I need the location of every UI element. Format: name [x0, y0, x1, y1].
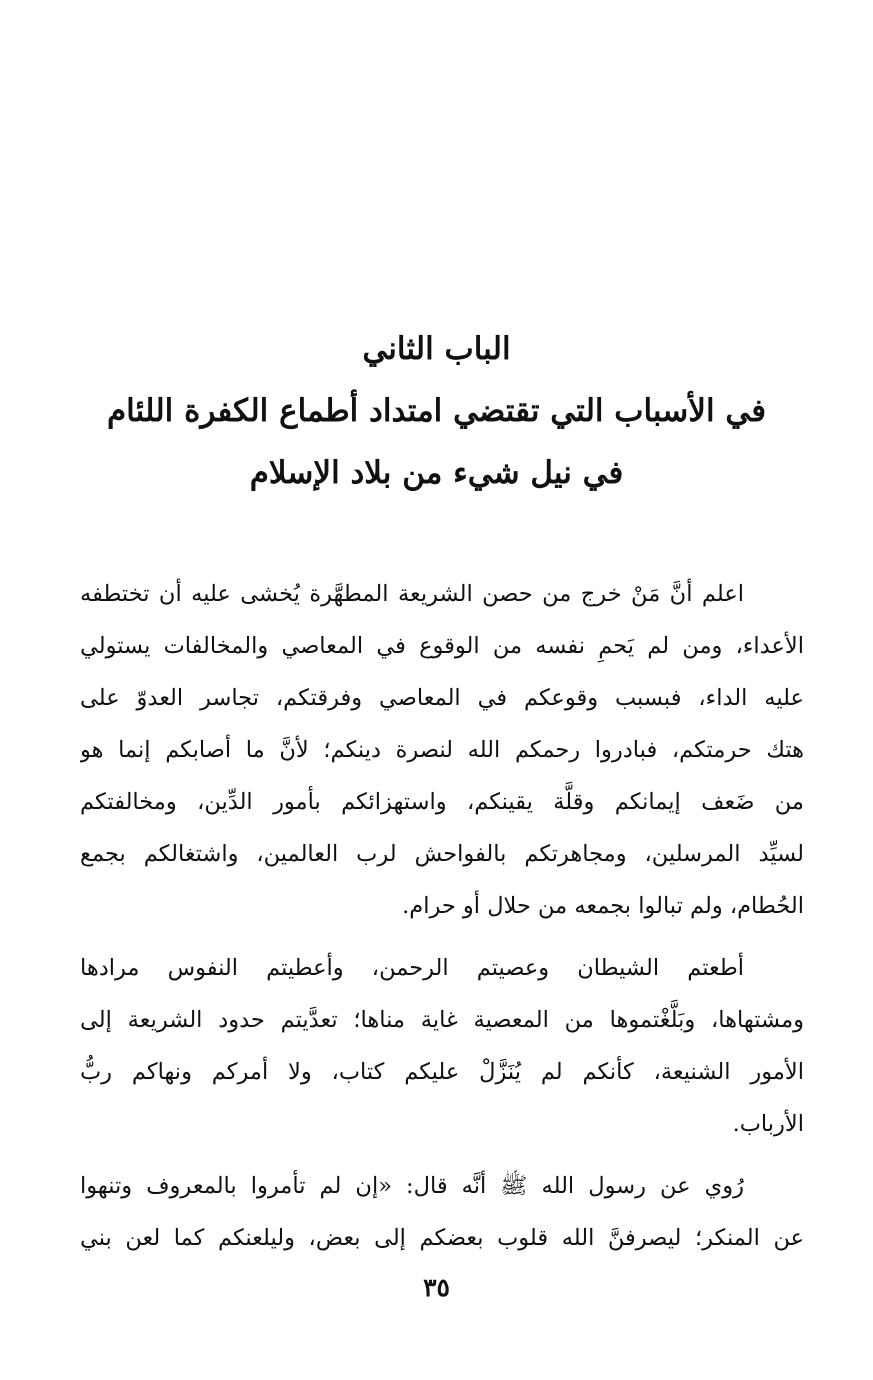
- page-number: ٣٥: [423, 1273, 450, 1302]
- text-line: الأعداء، ومن لم يَحمِ نفسه من الوقوع في المعاصي والمخالفات يستولي: [80, 633, 804, 659]
- body-text: [80, 568, 804, 1264]
- text-line: أطعتم الشيطان وعصيتم الرحمن، وأعطيتم النفوس مرادها: [80, 955, 744, 981]
- paragraph-1: [80, 568, 804, 932]
- text-line: ومشتهاها، وبَلَّغْتموها من المعصية غاية مناها؛ تعدَّيتم حدود الشريعة إلى: [80, 1007, 804, 1033]
- paragraph-3: [80, 1160, 804, 1264]
- text-line: هتك حرمتكم، فبادروا رحمكم الله لنصرة دينكم؛ لأنَّ ما أصابكم إنما هو: [80, 737, 804, 763]
- text-line: الأرباب.: [732, 1111, 804, 1137]
- chapter-title: الباب الثاني: [362, 331, 511, 367]
- text-line: لسيِّد المرسلين، ومجاهرتكم بالفواحش لرب العالمين، واشتغالكم بجمع: [80, 841, 804, 867]
- text-line: الأمور الشنيعة، كأنكم لم يُنَزَّلْ عليكم كتاب، ولا أمركم ونهاكم ربُّ: [80, 1059, 804, 1085]
- paragraph-2: [80, 942, 804, 1150]
- text-line: الحُطام، ولم تبالوا بجمعه من حلال أو حرام.: [402, 893, 804, 919]
- chapter-subtitle-line-1: في الأسباب التي تقتضي امتداد أطماع الكفرة اللئام: [106, 393, 767, 429]
- text-line: من ضَعف إيمانكم وقلَّة يقينكم، واستهزائكم بأمور الدِّين، ومخالفتكم: [80, 789, 804, 815]
- text-line: رُوي عن رسول الله ﷺ أنَّه قال: «إن لم تأمروا بالمعروف وتنهوا: [80, 1173, 744, 1199]
- text-line: عليه الداء، فبسبب وقوعكم في المعاصي وفرقتكم، تجاسر العدوّ على: [80, 685, 804, 711]
- text-line: عن المنكر؛ ليصرفنَّ الله قلوب بعضكم إلى بعض، وليلعنكم كما لعن بني: [80, 1225, 804, 1251]
- chapter-subtitle-line-2: في نيل شيء من بلاد الإسلام: [249, 455, 624, 491]
- text-line: اعلم أنَّ مَنْ خرج من حصن الشريعة المطهَّرة يُخشى عليه أن تختطفه: [80, 581, 744, 607]
- chapter-heading: [60, 318, 813, 504]
